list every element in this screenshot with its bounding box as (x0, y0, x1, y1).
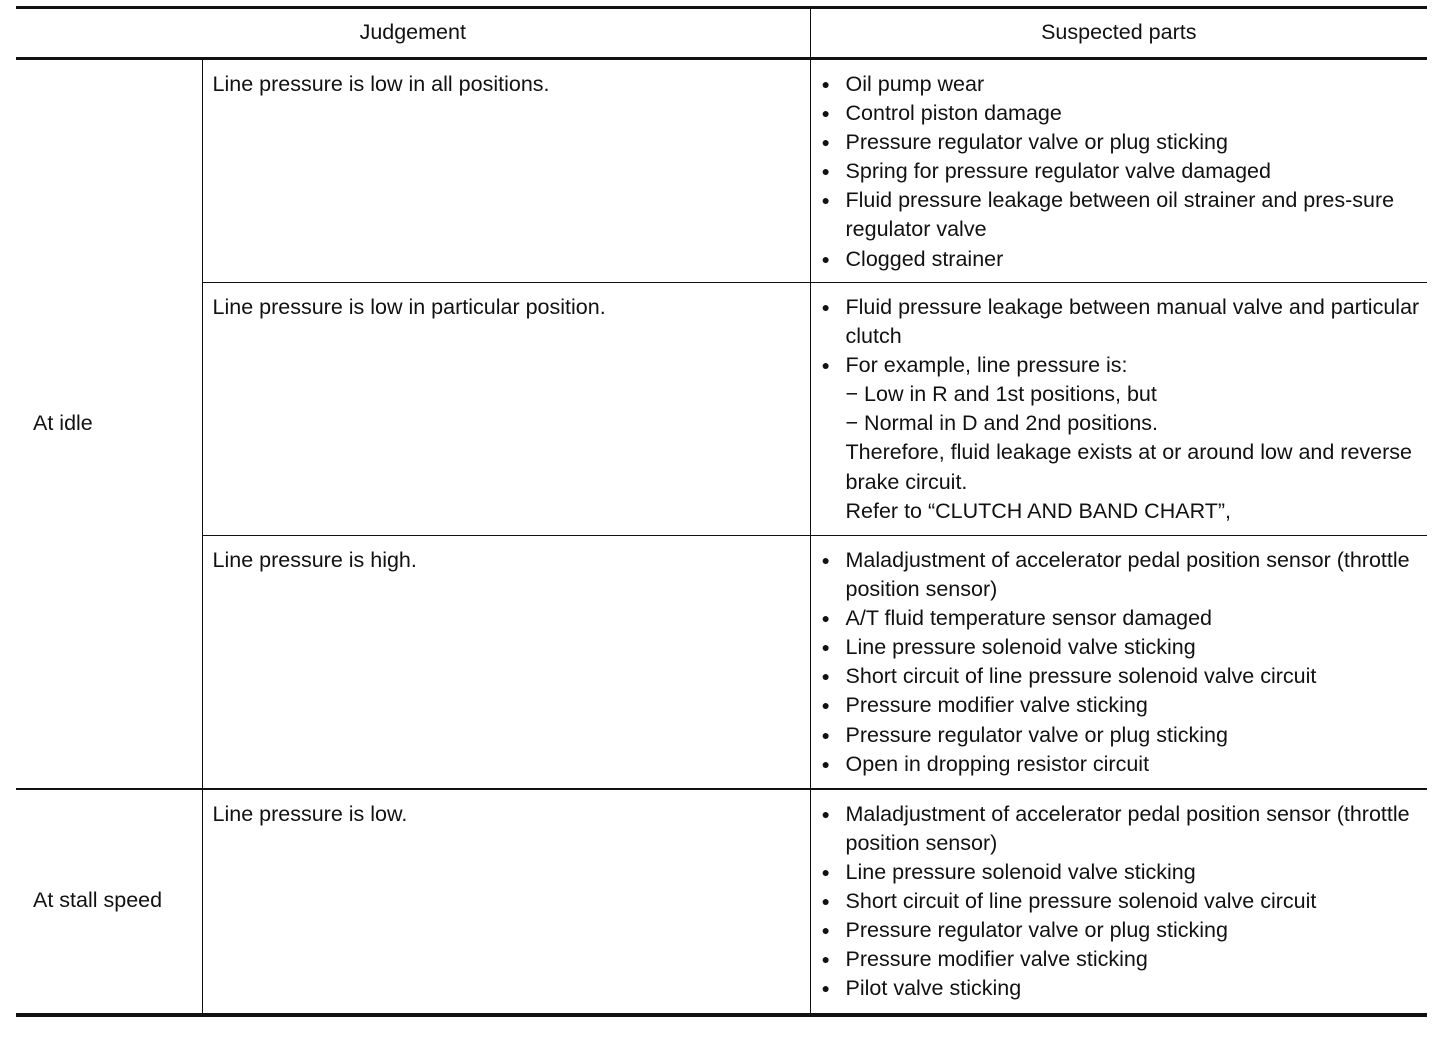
sub-line: − Normal in D and 2nd positions. (845, 411, 1159, 436)
judgement-header: Judgement (16, 8, 810, 59)
bullet-icon: ● (821, 357, 830, 374)
bullet-icon: ● (821, 163, 830, 180)
suspected-parts-cell (810, 283, 1427, 536)
table-row (16, 283, 1427, 536)
bullet-icon: ● (821, 299, 830, 315)
suspected-parts-cell (810, 789, 1427, 1015)
list-item: ● Pressure modifier valve sticking (820, 691, 1422, 720)
judgement-cell: Line pressure is low in all positions. (202, 59, 810, 283)
sub-line: Refer to “CLUTCH AND BAND CHART”, (845, 498, 1231, 523)
bullet-icon: ● (821, 726, 830, 743)
sub-line: − Low in R and 1st positions, but (845, 382, 1157, 407)
list-item: ● Short circuit of line pressure solenoid valve circuit (820, 887, 1422, 916)
suspected-parts-list (820, 546, 1422, 779)
list-item: ● Line pressure solenoid valve sticking (820, 633, 1422, 662)
suspected-parts-header: Suspected parts (1041, 20, 1197, 45)
bullet-icon: ● (821, 755, 830, 772)
suspected-parts-list (820, 293, 1422, 526)
list-item: ● Open in dropping resistor circuit (820, 750, 1422, 779)
table-row (16, 59, 1427, 283)
bullet-icon: ● (821, 134, 830, 151)
judgement-cell: Line pressure is low in particular position. (202, 283, 810, 536)
list-item: ● Control piston damage (820, 99, 1422, 128)
bullet-icon: ● (821, 668, 830, 685)
suspected-parts-cell (810, 59, 1427, 283)
bullet-icon: ● (821, 697, 830, 714)
judgement-cell: Line pressure is high. (202, 536, 810, 789)
list-item: ● Maladjustment of accelerator pedal position sensor (throttle position sensor) (821, 548, 1410, 602)
line-pressure-diagnosis-table (16, 6, 1427, 1017)
judgement-cell: Line pressure is low. (202, 789, 810, 1015)
bullet-icon: ● (821, 639, 830, 656)
list-item: ● Pressure regulator valve or plug sticking (820, 916, 1422, 945)
bullet-icon: ● (821, 863, 830, 880)
list-item: ● Pressure regulator valve or plug sticking (820, 128, 1422, 157)
bullet-icon: ● (821, 921, 830, 938)
condition-cell-at-idle: At idle (16, 59, 202, 789)
list-item: ● Pressure modifier valve sticking (820, 945, 1422, 974)
table-row (16, 536, 1427, 789)
suspected-parts-list (820, 800, 1422, 1004)
bullet-icon: ● (821, 892, 830, 909)
list-item: ● For example, line pressure is: − Low in R and 1st positions, but − Normal in D and 2nd positions. Therefore, fluid leakage exists at or around low and reverse brake circuit. Refer to “CLUTCH AND BAND CHART”, (820, 351, 1422, 526)
list-item: ● Pilot valve sticking (820, 974, 1422, 1003)
list-item: ● Clogged strainer (820, 245, 1422, 274)
list-item: ● Fluid pressure leakage between manual valve and particular clutch (821, 295, 1420, 349)
sub-line: Therefore, fluid leakage exists at or around low and reverse brake circuit. (845, 440, 1412, 494)
bullet-icon: ● (821, 980, 830, 997)
list-item: ● Fluid pressure leakage between oil strainer and pres-sure regulator valve (821, 188, 1395, 242)
list-item: ● Oil pump wear (820, 70, 1422, 99)
table-row (16, 789, 1427, 1015)
bullet-icon: ● (821, 950, 830, 967)
bullet-icon: ● (821, 552, 830, 568)
table-header-row (16, 8, 1427, 59)
diagnosis-table-container (16, 6, 1427, 1017)
list-item: ● Line pressure solenoid valve sticking (820, 858, 1422, 887)
condition-cell-at-stall-speed: At stall speed (16, 789, 202, 1015)
suspected-parts-list (820, 70, 1422, 274)
list-item: ● A/T fluid temperature sensor damaged (820, 604, 1422, 633)
list-item: ● Spring for pressure regulator valve damaged (820, 157, 1422, 186)
suspected-parts-cell (810, 536, 1427, 789)
bullet-icon: ● (821, 192, 830, 209)
bullet-icon: ● (821, 250, 830, 267)
bullet-icon: ● (821, 105, 830, 122)
list-item: ● Pressure regulator valve or plug sticking (820, 721, 1422, 750)
bullet-icon: ● (821, 76, 830, 92)
list-item: ● Short circuit of line pressure solenoid valve circuit (820, 662, 1422, 691)
bullet-icon: ● (821, 610, 830, 627)
list-item: ● Maladjustment of accelerator pedal position sensor (throttle position sensor) (821, 801, 1410, 855)
bullet-icon: ● (821, 805, 830, 822)
